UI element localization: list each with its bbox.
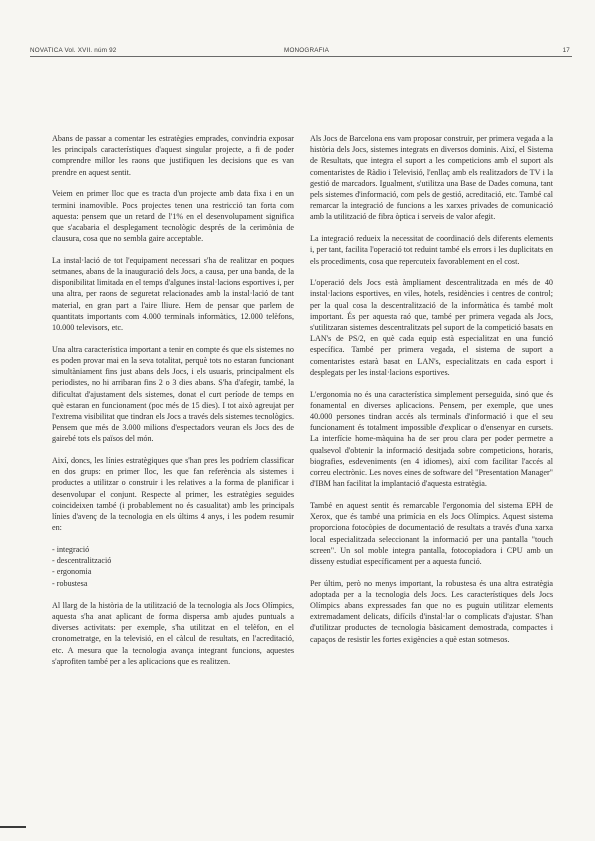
- paragraph: Així, doncs, les línies estratègiques que s'han pres les podríem classificar en dos grups: en primer lloc, les que fan referència als sistemes i productes a utilitzar o construir i les relatives a la forma de planificar i desenvolupar el conjunt. Respecte al primer, les estratègies seguides coincideixen també (i probablement no és casualitat) amb les principals línies d'avenç de la tecnologia en els últims 4 anys, i les podem resumir en:: [52, 456, 294, 533]
- journal-issue-label: NOVATICA Vol. XVII. núm 92: [30, 47, 117, 54]
- paragraph: La integració redueix la necessitat de coordinació dels diferents elements i, per tant, facilita l'operació tot reduint també els errors i les duplicitats en els procediments, cosa que repercuteix favorablement en el cost.: [310, 234, 553, 266]
- list-item: - integració: [52, 545, 90, 554]
- list-item: - descentralització: [52, 556, 112, 566]
- page-number: 17: [562, 47, 570, 54]
- strategy-list: [52, 544, 294, 589]
- paragraph: L'ergonomia no és una característica simplement perseguida, sinó que és fonamental en diverses aplicacions. Pensem, per exemple, que unes 40.000 persones tindran accés als terminals d'informació i que el seu funcionament és totalment impossible d'explicar o d'ensenyar en cursets. La interfície home-màquina ha de ser prou clara per poder permetre a qualsevol d'obtenir la informació desitjada sobre competicions, horaris, biografies, esdeveniments (en 4 idiomes), així com facilitar l'accés al correu electrònic. Les noves eines de software del "Presentation Manager" d'IBM han facilitat la implantació d'aquesta estratègia.: [310, 389, 553, 489]
- paragraph: Una altra característica important a tenir en compte és que els sistemes no es poden provar mai en la seva totalitat, perquè tots no estaran funcionant simultàniament fins just abans dels Jocs, i els usuaris, principalment els periodistes, no hi arribaran fins 2 o 3 dies abans. S'ha d'afegir, també, la dificultat d'ajustament dels sistemes, donat el curt període de temps en què estaran en funcionament (poc més de 15 dies). I tot això agreujat per l'extrema visibilitat que tindran els Jocs a través dels sistemes tecnològics. Pensem que més de 3.000 milions d'espectadors veuran els Jocs des de gairebé tots els països del món.: [52, 344, 294, 444]
- left-column: [52, 133, 294, 678]
- paragraph: L'operació dels Jocs està àmpliament descentralitzada en més de 40 instal·lacions esportives, en viles, hotels, residències i centres de control; per la qual cosa la descentralització de la informàtica és també molt important. És per aquesta raó que, també per primera vegada als Jocs, s'utilitzaran sistemes descentralitzats pel suport de la competició basats en LAN's de PS/2, en què cada equip està especialitzat en una funció específica. També per primera vegada, el sistema de suport a comentaristes estarà basat en LAN's, especialitzats en cada esport i desplegats per les instal·lacions esportives.: [310, 278, 553, 377]
- right-column: [310, 133, 553, 655]
- scan-edge-mark: [0, 826, 26, 828]
- list-item: - ergonomia: [52, 567, 92, 577]
- paragraph: Veiem en primer lloc que es tracta d'un projecte amb data fixa i en un termini inamovible. Pocs projectes tenen una restricció tan forta com aquesta: pensem que un retard de l'1% en el desenvolupament significa que s'acabaria el desplegament tecnològic després de la cerimònia de clausura, cosa que no sembla gaire acceptable.: [52, 189, 294, 244]
- paragraph: També en aquest sentit és remarcable l'ergonomia del sistema EPH de Xerox, que és també una primícia en els Jocs Olímpics. Aquest sistema proporciona fotocòpies de documentació de resultats a través d'una xarxa local especialitzada seleccionant la informació per una pantalla "touch screen". Un sol moble integra pantalla, fotocopiadora i CPU amb un disseny estudiat específicament per a aquesta funció.: [310, 500, 553, 566]
- list-item: - robustesa: [52, 578, 88, 588]
- paragraph: Per últim, però no menys important, la robustesa és una altra estratègia adoptada per a la tecnologia dels Jocs. Les característiques dels Jocs Olímpics abans expressades fan que no es puguin utilitzar elements extremadament delicats, difícils d'instal·lar o complicats d'ajustar. S'han d'utilitzar productes de tecnologia bàsicament demostrada, compactes i capaços de resistir les fortes exigències a què estan sotmesos.: [310, 578, 553, 644]
- paragraph: Abans de passar a comentar les estratègies emprades, convindria exposar les principals característiques d'aquest singular projecte, a fi de poder comprendre millor les raons que justifiquen les decisions que es van prendre en aquest sentit.: [52, 134, 294, 177]
- paragraph: Als Jocs de Barcelona ens vam proposar construir, per primera vegada a la història dels Jocs, sistemes integrats en diversos dominis. Així, el Sistema de Resultats, que integra el suport a les competicions amb el suport als comentaristes de Ràdio i Televisió, l'enllaç amb els realitzadors de TV i la gestió de marcadors. Igualment, s'utilitza una Base de Dades comuna, tant pels sistemes d'informació, com pels de gestió, acreditació, etc. També cal remarcar la integració de funcions a les xarxes privades de comunicació amb la utilització de fibra òptica i serveis de valor afegit.: [310, 134, 553, 222]
- paragraph: La instal·lació de tot l'equipament necessari s'ha de realitzar en poques setmanes, abans de la inauguració dels Jocs, a causa, per una banda, de la disponibilitat limitada en el temps d'algunes instal·lacions esportives i, per una altra, per raons de seguretat relacionades amb la instal·lació de tant material, en gran part a l'aire lliure. Hem de pensar que parlem de quantitats importants com 4.000 terminals informàtics, 12.000 telèfons, 10.000 televisors, etc.: [52, 255, 295, 333]
- header-rule: [30, 56, 572, 57]
- paragraph: Al llarg de la història de la utilització de la tecnologia als Jocs Olímpics, aquesta s'ha anat aplicant de forma dispersa amb ajudes puntuals a diverses activitats: per exemple, s'ha utilitzat en el telèfon, en el cronometratge, en la televisió, en el càlcul de resultats, en l'acreditació, etc. A mesura que la tecnologia avança integrant funcions, aquestes s'aprofiten també per a les aplicacions que es realitzen.: [52, 600, 294, 666]
- section-label: MONOGRAFIA: [284, 47, 330, 54]
